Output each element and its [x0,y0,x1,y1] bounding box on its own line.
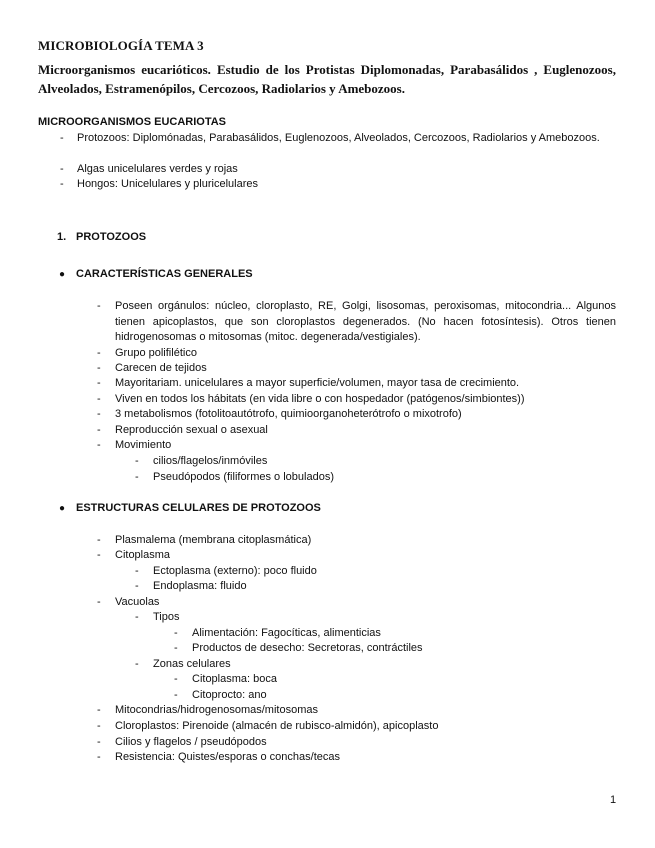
list-dash: - [97,424,101,436]
page-number: 1 [610,794,617,806]
list-item: Cloroplastos: Pirenoide (almacén de rubisco-almidón), apicoplasto [115,720,439,732]
section-number: 1. [57,231,67,243]
list-dash: - [174,642,178,654]
document-title: MICROBIOLOGÍA TEMA 3 [38,38,204,53]
list-dash: - [135,565,139,577]
list-item: Grupo polifilético [115,347,197,359]
list-dash: - [135,658,139,670]
list-dash: - [97,704,101,716]
list-item: Productos de desecho: Secretoras, contráctiles [192,642,423,654]
bullet-dot: ● [59,269,66,280]
list-dash: - [174,673,178,685]
section-title: PROTOZOOS [76,231,147,243]
list-item: cilios/flagelos/inmóviles [153,455,268,467]
list-item: Plasmalema (membrana citoplasmática) [115,534,312,546]
list-dash: - [97,534,101,546]
list-dash: - [60,132,64,144]
list-item: Mitocondrias/hidrogenosomas/mitosomas [115,704,318,716]
list-dash: - [135,471,139,483]
list-item: 3 metabolismos (fotolitoautótrofo, quimioorganoheterótrofo o mixotrofo) [115,408,462,420]
list-item: Reproducción sexual o asexual [115,424,268,436]
list-item: Citoplasma: boca [192,673,277,685]
list-dash: - [97,439,101,451]
bullet-dot: ● [59,503,66,514]
list-item: Tipos [153,611,180,623]
estructuras-heading: ESTRUCTURAS CELULARES DE PROTOZOOS [76,502,321,514]
list-dash: - [60,163,64,175]
list-item: Citoplasma [115,549,171,561]
list-dash: - [97,720,101,732]
list-dash: - [97,736,101,748]
caracteristicas-heading: CARACTERÍSTICAS GENERALES [76,268,253,280]
list-item: Carecen de tejidos [115,362,207,374]
list-item: Endoplasma: fluido [153,580,247,592]
list-item: Alimentación: Fagocíticas, alimenticias [192,627,381,639]
list-dash: - [97,596,101,608]
list-dash: - [97,362,101,374]
list-item: Viven en todos los hábitats (en vida libre o con hospedador (patógenos/simbiontes)) [115,393,525,405]
list-dash: - [135,455,139,467]
list-dash: - [97,300,101,312]
list-dash: - [97,377,101,389]
list-dash: - [174,627,178,639]
list-dash: - [97,347,101,359]
list-item: Ectoplasma (externo): poco fluido [153,565,317,577]
list-dash: - [97,751,101,763]
microorganismos-heading: MICROORGANISMOS EUCARIOTAS [38,116,227,128]
list-dash: - [97,549,101,561]
list-item: Protozoos: Diplomónadas, Parabasálidos, Euglenozoos, Alveolados, Cercozoos, Radiolarios y Amebozoos. [77,132,600,144]
list-dash: - [135,580,139,592]
list-item: Resistencia: Quistes/esporas o conchas/tecas [115,751,341,763]
document-subtitle: Microorganismos eucarióticos. Estudio de los Protistas Diplomonadas, Parabasálidos , Euglenozoos, Alveolados, Estramenópilos, Cercozoos, Radiolarios y Amebozoos. [38,62,616,96]
list-dash: - [174,689,178,701]
list-dash: - [97,393,101,405]
list-item: Hongos: Unicelulares y pluricelulares [77,178,258,190]
list-item: Poseen orgánulos: núcleo, cloroplasto, RE, Golgi, lisosomas, peroxisomas, mitocondria... Algunos tienen apicoplastos, que son cloroplastos degenerados. (No hacen fotosíntesis). Otros tienen hidrogenosomas o mitosomas (mitoc. degenerada/vestigiales). [115,300,616,343]
list-item: Pseudópodos (filiformes o lobulados) [153,471,334,483]
list-item: Movimiento [115,439,172,451]
list-dash: - [60,178,64,190]
list-item: Mayoritariam. unicelulares a mayor superficie/volumen, mayor tasa de crecimiento. [115,377,520,389]
list-item: Zonas celulares [153,658,231,670]
list-dash: - [97,408,101,420]
list-item: Cilios y flagelos / pseudópodos [115,736,267,748]
list-dash: - [135,611,139,623]
list-item: Citoprocto: ano [192,689,267,701]
list-item: Algas unicelulares verdes y rojas [77,163,238,175]
list-item: Vacuolas [115,596,160,608]
